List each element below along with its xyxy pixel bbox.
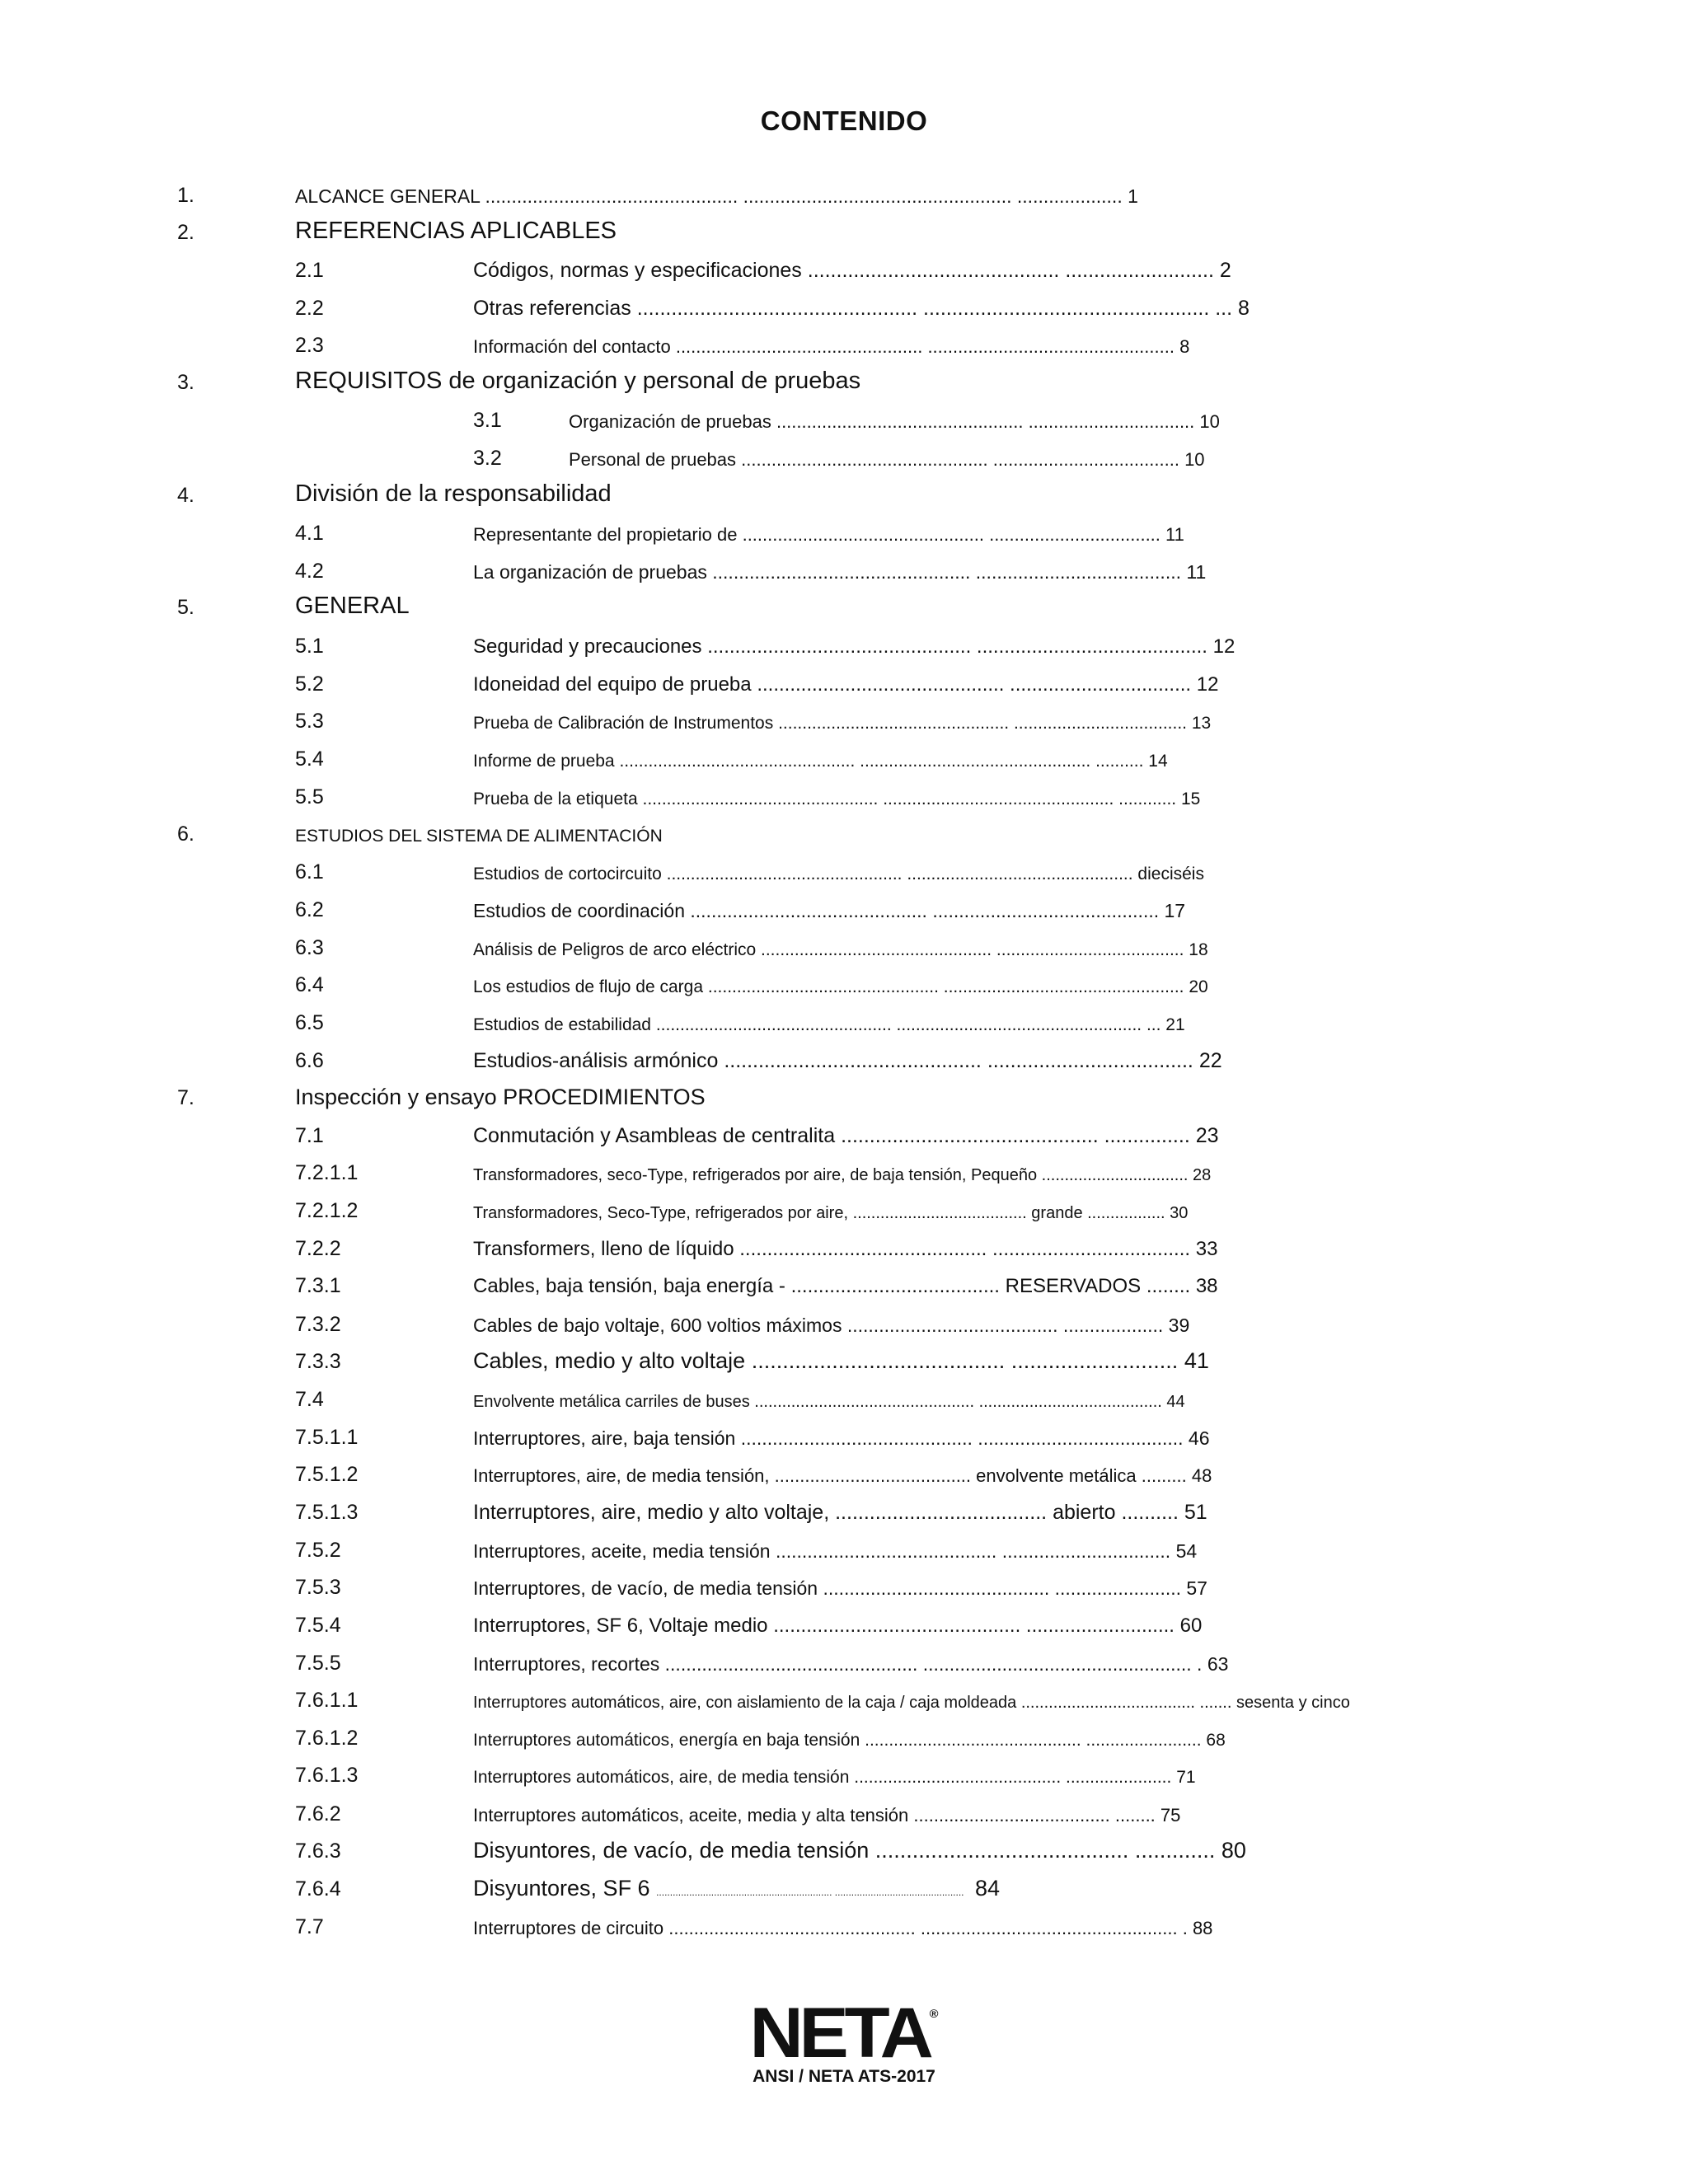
toc-entry-title: Transformadores, Seco-Type, refrigerados por aire, ...................................... grande ................. 30 [473, 1204, 1189, 1222]
toc-entry[interactable] [0, 1076, 1688, 1108]
toc-subsection-number: 2.3 [295, 334, 324, 357]
toc-entry[interactable] [0, 1678, 1688, 1711]
toc-entry-title: Estudios de cortocircuito ................................................. ............................................... dieciséis [473, 865, 1204, 883]
toc-entry[interactable] [0, 1641, 1688, 1674]
toc-entry[interactable] [0, 1792, 1688, 1825]
toc-entry-title: Los estudios de flujo de carga ................................................ .................................................. 20 [473, 977, 1208, 996]
toc-entry[interactable] [0, 850, 1688, 883]
toc-entry-title: Transformers, lleno de líquido ............................................. .................................... 33 [473, 1238, 1218, 1260]
toc-entry-title: Estudios de coordinación ............................................. ........................................... 17 [473, 900, 1186, 921]
toc-page-number: 18 [1189, 940, 1208, 959]
toc-entry[interactable] [0, 1339, 1688, 1372]
toc-leader: ................................................ .................................................. [707, 977, 1184, 996]
toc-page-number: 44 [1166, 1393, 1185, 1411]
toc-entry[interactable] [0, 210, 1688, 243]
toc-entry[interactable] [0, 1302, 1688, 1335]
toc-leader: ................................ [1041, 1166, 1189, 1184]
toc-leader: ................................................. ................................................... ... [655, 1015, 1161, 1034]
toc-subsection-number: 4.1 [295, 522, 324, 545]
toc-entry-title: Prueba de la etiqueta ................................................. ................................................ ............ 15 [473, 790, 1201, 808]
toc-subsection-number: 7.7 [295, 1915, 324, 1938]
toc-entry-title: Estudios-análisis armónico ............................................. .................................... 22 [473, 1049, 1222, 1072]
toc-entry-title: Interruptores automáticos, energía en baja tensión ............................................. ........................ 68 [473, 1731, 1226, 1750]
toc-entry[interactable] [0, 737, 1688, 770]
toc-entry[interactable] [0, 699, 1688, 732]
toc-entry[interactable] [0, 1867, 1688, 1900]
toc-leader: ............................................. ........................................... [690, 900, 1160, 921]
toc-leader: ........................................... ........................ [823, 1577, 1181, 1599]
toc-entry-title: Disyuntores, de vacío, de media tensión ......................................... ............. 80 [473, 1838, 1246, 1863]
toc-entry[interactable] [0, 1528, 1688, 1561]
toc-subsection-number: 6.6 [295, 1049, 324, 1072]
toc-entry[interactable] [0, 1565, 1688, 1598]
toc-page-number: 17 [1164, 900, 1186, 921]
toc-leader: ............................................ ....................................... [740, 1427, 1184, 1449]
toc-entry-title: Interruptores, de vacío, de media tensión ........................................... ........................ 57 [473, 1577, 1207, 1599]
toc-entry-title: Interruptores automáticos, aire, con aislamiento de la caja / caja moldeada ...................................... ....... sesenta y cinco [473, 1694, 1350, 1712]
toc-page-number: 2 [1219, 259, 1231, 282]
toc-subsection-number: 7.1 [295, 1124, 324, 1147]
toc-entry-title: Interruptores, aire, de media tensión, ....................................... envolvente metálica ......... 48 [473, 1465, 1212, 1486]
toc-page-number: 8 [1179, 336, 1190, 357]
toc-page-number: 80 [1221, 1838, 1246, 1863]
toc-subsection-number: 5.2 [295, 673, 324, 696]
toc-page-number: 88 [1192, 1918, 1213, 1938]
toc-section-number: 1. [177, 184, 195, 207]
toc-entry-title: Idoneidad del equipo de prueba ............................................. ................................. 12 [473, 673, 1219, 696]
toc-entry[interactable] [0, 286, 1688, 319]
toc-entry-title: Seguridad y precauciones ................................................ .......................................... 12 [473, 635, 1236, 658]
toc-subsection-number: 7.4 [295, 1388, 324, 1411]
toc-leader: ............................................. .................................... [739, 1238, 1191, 1260]
toc-entry-title: Interruptores de circuito ................................................. ................................................... . 88 [473, 1918, 1213, 1938]
toc-page-number: 71 [1176, 1768, 1196, 1787]
toc-entry-title: Cables, baja tensión, baja energía - ...................................... RESERVADOS ........ 38 [473, 1275, 1218, 1297]
toc-page-number: 12 [1212, 635, 1236, 658]
toc-subsection-number: 7.5.3 [295, 1576, 341, 1599]
toc-leader: ...................................... ....... [1020, 1694, 1232, 1712]
toc-entry-title: Conmutación y Asambleas de centralita ............................................. ............... 23 [473, 1124, 1219, 1147]
toc-subsection-number: 7.2.1.2 [295, 1199, 359, 1222]
toc-entry-title: Organización de pruebas ................................................. ................................. 10 [569, 411, 1220, 432]
toc-subsection-number: 3.2 [473, 447, 502, 470]
toc-page-number: envolvente metálica ......... 48 [976, 1465, 1212, 1486]
toc-subsection-number: 2.1 [295, 259, 324, 282]
toc-section-title: ESTUDIOS DEL SISTEMA DE ALIMENTACIÓN [295, 827, 663, 846]
toc-page-number: sesenta y cinco [1236, 1694, 1350, 1712]
toc-subsection-number: 6.3 [295, 936, 324, 959]
toc-page-number: 60 [1179, 1615, 1203, 1637]
toc-entry-title: La organización de pruebas ................................................. ....................................... 11 [473, 561, 1207, 583]
toc-entry-title: Estudios de estabilidad ................................................. ................................................... ... 21 [473, 1015, 1185, 1034]
toc-entry-title: Envolvente metálica carriles de buses ................................................ ........................................ 44 [473, 1393, 1185, 1411]
toc-section-number: 6. [177, 823, 195, 846]
toc-leader: ...................................... [852, 1204, 1027, 1222]
toc-section-number: 3. [177, 371, 195, 394]
toc-section-title: REQUISITOS de organización y personal de pruebas [295, 368, 861, 394]
toc-section-number: 7. [177, 1086, 195, 1109]
toc-subsection-number: 7.2.2 [295, 1237, 341, 1260]
toc-page-number: 41 [1184, 1348, 1209, 1373]
toc-entry-title: Disyuntores, SF 6 ................................................................ ............................................... 84 [473, 1876, 1001, 1900]
toc-entry[interactable] [0, 1452, 1688, 1485]
toc-entry[interactable] [0, 1829, 1688, 1862]
toc-leader: ................................................. ..................................... [741, 449, 1179, 470]
toc-page-number: 11 [1165, 524, 1184, 545]
toc-subsection-number: 7.5.2 [295, 1539, 341, 1562]
toc-entry-title: Análisis de Peligros de arco eléctrico ................................................ ....................................... 18 [473, 940, 1208, 959]
toc-subsection-number: 7.6.2 [295, 1802, 341, 1825]
toc-entry[interactable] [0, 624, 1688, 657]
toc-subsection-number: 7.5.4 [295, 1614, 341, 1637]
toc-page-number: 12 [1196, 673, 1219, 696]
toc-entry[interactable] [0, 398, 1688, 431]
toc-page-number: 28 [1193, 1166, 1212, 1184]
toc-entry[interactable] [0, 662, 1688, 695]
toc-entry[interactable] [0, 360, 1688, 393]
toc-page-number: 22 [1198, 1049, 1222, 1072]
toc-subsection-number: 6.1 [295, 860, 324, 883]
toc-entry-title: Interruptores automáticos, aire, de media tensión ........................................... ...................... 71 [473, 1768, 1196, 1787]
toc-page-number: 21 [1165, 1015, 1185, 1034]
toc-entry-title: Prueba de Calibración de Instrumentos ................................................ .................................... 13 [473, 714, 1212, 733]
toc-leader: ....................................... [774, 1465, 972, 1486]
footer-standard: ANSI / NETA ATS-2017 [753, 2067, 935, 2086]
toc-subsection-number: 5.5 [295, 785, 324, 808]
toc-subsection-number: 5.3 [295, 710, 324, 733]
toc-entry[interactable] [0, 1490, 1688, 1523]
toc-page-number: 11 [1186, 561, 1207, 583]
toc-entry[interactable] [0, 812, 1688, 845]
toc-entry[interactable] [0, 1001, 1688, 1033]
toc-entry[interactable] [0, 436, 1688, 469]
toc-subsection-number: 7.3.3 [295, 1350, 341, 1373]
toc-subsection-number: 7.5.1.3 [295, 1501, 359, 1524]
toc-entry-title: Cables, medio y alto voltaje ......................................... ........................... 41 [473, 1348, 1209, 1373]
toc-page-number: 54 [1175, 1540, 1198, 1562]
toc-entry-title: Códigos, normas y especificaciones ............................................ .......................... 2 [473, 259, 1231, 282]
toc-entry-title: Interruptores automáticos, aceite, media y alta tensión ....................................... ........ 75 [473, 1805, 1181, 1825]
toc-entry-title: Transformadores, seco-Type, refrigerados por aire, de baja tensión, Pequeño ................................ 28 [473, 1166, 1212, 1184]
toc-leader: ................................................. ................................. [776, 411, 1195, 432]
toc-entry[interactable] [0, 1113, 1688, 1146]
toc-subsection-number: 6.5 [295, 1011, 324, 1034]
toc-subsection-number: 7.3.1 [295, 1274, 341, 1297]
toc-subsection-number: 7.5.1.2 [295, 1463, 359, 1486]
toc-entry-title: Interruptores, recortes ................................................ ................................................... . 63 [473, 1653, 1229, 1675]
toc-section-title: REFERENCIAS APLICABLES [295, 218, 617, 244]
toc-entry[interactable] [0, 1716, 1688, 1749]
toc-leader: ............................................. ........................ [865, 1731, 1202, 1750]
toc-leader: ................................................. ................................................. [675, 336, 1175, 357]
toc-entry[interactable] [0, 323, 1688, 356]
toc-entry-title: Información del contacto ................................................. ................................................. 8 [473, 336, 1190, 357]
toc-section-title: ALCANCE GENERAL ................................................ ................................................... .................... 1 [295, 185, 1138, 207]
toc-subsection-number: 6.2 [295, 898, 324, 921]
toc-subsection-number: 7.5.5 [295, 1652, 341, 1675]
toc-leader: ................................................. ................................................... . [668, 1918, 1188, 1938]
toc-leader: ............................................ .......................... [807, 259, 1214, 282]
toc-section-number: 2. [177, 221, 195, 244]
toc-section-title: GENERAL [295, 593, 410, 619]
toc-leader: ................................................. ................................................ .......... [619, 752, 1144, 771]
toc-entry[interactable] [0, 511, 1688, 544]
toc-subsection-number: 7.6.1.2 [295, 1727, 359, 1750]
toc-leader: ................................................. ....................................... [712, 561, 1181, 583]
toc-page-number: 20 [1189, 977, 1208, 996]
toc-entry[interactable] [0, 888, 1688, 921]
neta-logo [0, 1993, 1688, 2074]
toc-entry-title: Informe de prueba ................................................. ................................................ .......... 14 [473, 752, 1168, 771]
toc-leader: ...................................... [790, 1275, 1000, 1297]
toc-leader: ........................................ ................... [846, 1315, 1164, 1336]
toc-entry[interactable] [0, 473, 1688, 506]
toc-subsection-number: 7.6.1.3 [295, 1764, 359, 1787]
toc-page-number: 10 [1199, 411, 1220, 432]
toc-entry[interactable] [0, 775, 1688, 808]
toc-subsection-number: 7.3.2 [295, 1313, 341, 1336]
toc-entry-title: Interruptores, aire, medio y alto voltaje, ..................................... abierto .......... 51 [473, 1501, 1207, 1524]
toc-subsection-number: 7.6.3 [295, 1840, 341, 1863]
toc-page-number: dieciséis [1137, 865, 1204, 883]
toc-entry[interactable] [0, 926, 1688, 958]
toc-entry[interactable] [0, 1415, 1688, 1448]
toc-entry[interactable] [0, 549, 1688, 582]
toc-entry-title: Cables de bajo voltaje, 600 voltios máximos ........................................ ................... 39 [473, 1315, 1190, 1336]
toc-leader: ................................................ ....................................... [761, 940, 1184, 959]
toc-leader: ............................................. ............... [841, 1124, 1190, 1147]
toc-subsection-number: 5.4 [295, 748, 324, 771]
toc-leader: ................................................. .................................................. ... [636, 297, 1233, 320]
toc-leader: ................................................. ................................................ ............ [642, 790, 1177, 808]
toc-page-number: 39 [1168, 1315, 1190, 1336]
toc-page-number: grande ................. 30 [1031, 1204, 1189, 1222]
toc-subsection-number: 7.2.1.1 [295, 1161, 359, 1184]
toc-entry[interactable] [0, 173, 1688, 206]
toc-page-number: abierto .......... 51 [1053, 1501, 1207, 1524]
toc-entry[interactable] [0, 1226, 1688, 1259]
toc-leader: ................................................ .................................. [742, 524, 1160, 545]
toc-entry[interactable] [0, 1038, 1688, 1071]
neta-logo-text: NETA [749, 1994, 930, 2073]
page-title: CONTENIDO [760, 105, 928, 136]
toc-page-number: 8 [1238, 297, 1250, 320]
toc-entry[interactable] [0, 1603, 1688, 1636]
toc-entry-title: Personal de pruebas ................................................. ..................................... 10 [569, 449, 1205, 470]
toc-entry-title: Interruptores, aire, baja tensión ............................................ ....................................... 46 [473, 1427, 1210, 1449]
toc-page-number: 46 [1188, 1427, 1210, 1449]
toc-entry[interactable] [0, 1151, 1688, 1183]
registered-mark: ® [929, 2007, 939, 2020]
toc-leader: .......................................... ................................ [775, 1540, 1171, 1562]
toc-page-number: 15 [1180, 790, 1201, 808]
toc-entry-title: Otras referencias ................................................. .................................................. ... 8 [473, 297, 1250, 320]
toc-page-number: 13 [1191, 714, 1212, 733]
toc-section-title: Inspección y ensayo PROCEDIMIENTOS [295, 1085, 706, 1109]
toc-page-number: 57 [1186, 1577, 1207, 1599]
toc-entry[interactable] [0, 1905, 1688, 1938]
toc-subsection-number: 2.2 [295, 297, 324, 320]
toc-subsection-number: 7.6.4 [295, 1877, 341, 1900]
toc-leader: ............................................. ........................... [773, 1615, 1175, 1637]
toc-entry[interactable] [0, 963, 1688, 996]
toc-leader: ......................................... ............. [874, 1838, 1216, 1863]
toc-entry[interactable] [0, 585, 1688, 618]
toc-leader: ............................................. ................................. [757, 673, 1192, 696]
toc-leader: ................................................. ............................................... [666, 865, 1133, 883]
toc-subsection-number: 7.6.1.1 [295, 1689, 359, 1712]
toc-page-number: RESERVADOS ........ 38 [1005, 1275, 1218, 1297]
toc-leader: ................................................ ................................................... .................... [485, 185, 1123, 207]
toc-subsection-number: 6.4 [295, 973, 324, 996]
toc-subsection-number: 4.2 [295, 560, 324, 583]
toc-entry-title: Representante del propietario de ................................................ .................................. 11 [473, 524, 1184, 545]
toc-page-number: 10 [1184, 449, 1205, 470]
toc-leader: ........................................... ...................... [854, 1768, 1172, 1787]
toc-leader: ............................................. .................................... [724, 1049, 1193, 1072]
toc-leader: ......................................... ........................... [751, 1348, 1179, 1373]
toc-page-number: 63 [1207, 1653, 1229, 1675]
toc-subsection-number: 5.1 [295, 635, 324, 658]
toc-section-title: División de la responsabilidad [295, 480, 612, 507]
toc-page-number: 1 [1128, 185, 1138, 207]
toc-page-number: 75 [1160, 1805, 1181, 1825]
toc-leader: ................................................ ................................................... . [664, 1653, 1203, 1675]
toc-page-number: 23 [1195, 1124, 1219, 1147]
toc-section-number: 5. [177, 596, 195, 619]
toc-entry[interactable] [0, 248, 1688, 281]
toc-page-number: 33 [1195, 1238, 1218, 1260]
toc-subsection-number: 7.5.1.1 [295, 1426, 359, 1449]
toc-entry[interactable] [0, 1753, 1688, 1786]
toc-entry-title: Interruptores, SF 6, Voltaje medio ............................................. ........................... 60 [473, 1615, 1203, 1637]
toc-subsection-number: 3.1 [473, 409, 502, 432]
toc-leader: ..................................... [835, 1501, 1048, 1524]
toc-entry[interactable] [0, 1377, 1688, 1410]
toc-page-number: 14 [1148, 752, 1168, 771]
toc-leader: ....................................... ........ [913, 1805, 1156, 1825]
toc-page-number: 68 [1206, 1731, 1226, 1750]
toc-section-number: 4. [177, 484, 195, 507]
toc-leader: ................................................ .......................................... [707, 635, 1207, 658]
toc-entry[interactable] [0, 1188, 1688, 1221]
toc-leader: ................................................................ ............................................... [656, 1886, 964, 1898]
toc-leader: ................................................ .................................... [778, 714, 1187, 733]
toc-entry[interactable] [0, 1263, 1688, 1296]
toc-page-number: 84 [975, 1876, 1001, 1900]
toc-leader: ................................................ ........................................ [754, 1393, 1162, 1411]
toc-entry-title: Interruptores, aceite, media tensión .......................................... ................................ 54 [473, 1540, 1198, 1562]
